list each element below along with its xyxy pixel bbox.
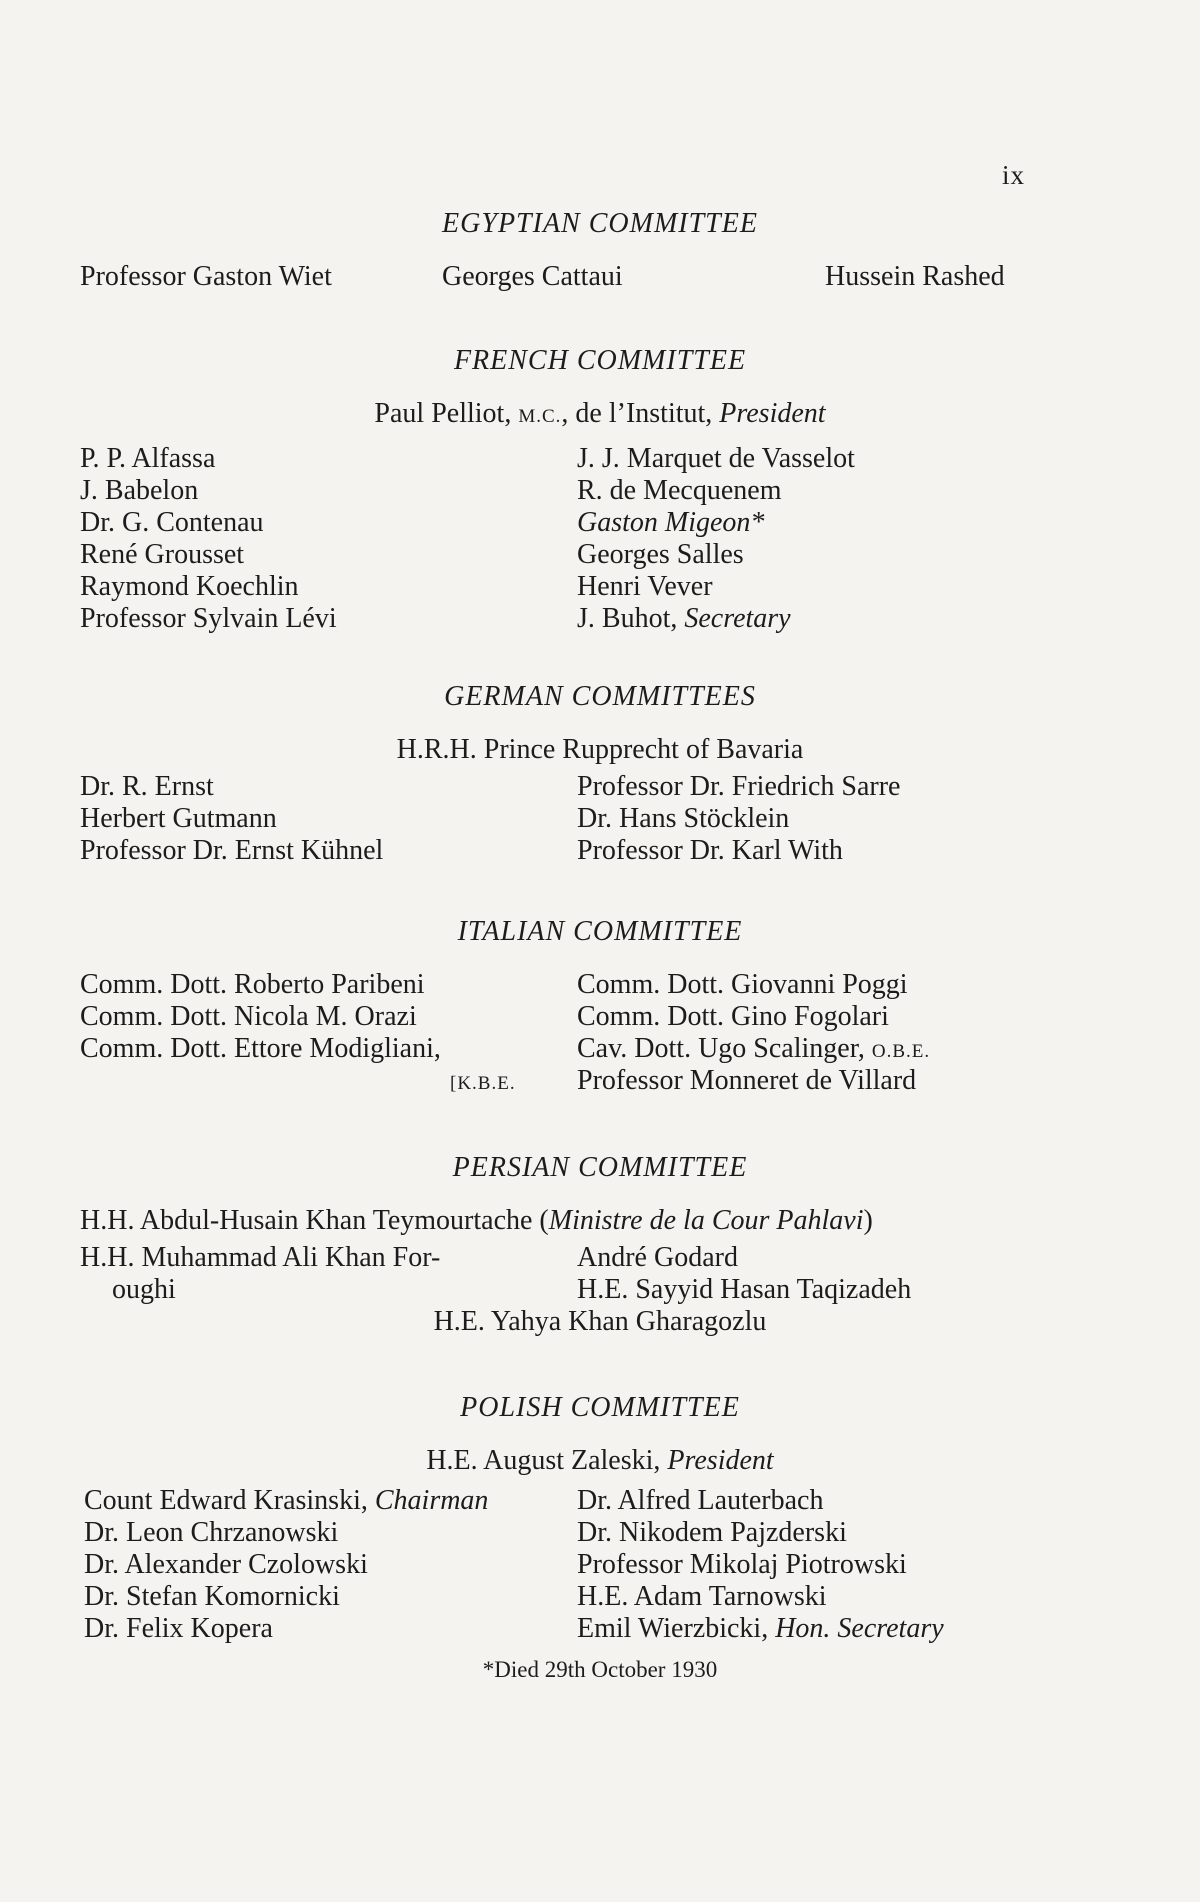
member-name: Comm. Dott. Ettore Modigliani, <box>80 1033 441 1064</box>
member-name: P. P. Alfassa <box>80 443 216 474</box>
scalinger-name: Cav. Dott. Ugo Scalinger, <box>577 1033 872 1064</box>
member-name-scalinger <box>577 1033 930 1065</box>
member-name: Dr. R. Ernst <box>80 771 214 802</box>
member-name: Dr. Stefan Komornicki <box>84 1581 340 1612</box>
secretary-name: J. Buhot, <box>577 603 685 634</box>
member-name: Dr. Hans Stöcklein <box>577 803 790 834</box>
italian-heading: ITALIAN COMMITTEE <box>457 916 743 947</box>
member-name: Dr. Leon Chrzanowski <box>84 1517 339 1548</box>
member-name: Comm. Dott. Nicola M. Orazi <box>80 1001 417 1032</box>
member-name: Comm. Dott. Gino Fogolari <box>577 1001 889 1032</box>
page-number: ix <box>1002 160 1026 190</box>
member-name: Dr. Alfred Lauterbach <box>577 1485 824 1516</box>
kbe-honor: [K.B.E. <box>450 1073 516 1094</box>
egyptian-member: Hussein Rashed <box>825 261 1005 292</box>
polish-chairman <box>84 1485 488 1517</box>
secretary-title: Secretary <box>684 603 791 634</box>
member-name: Herbert Gutmann <box>80 803 277 834</box>
egyptian-member: Professor Gaston Wiet <box>80 261 332 292</box>
chairman-name: Count Edward Krasinski, <box>84 1485 375 1516</box>
german-left-column <box>80 771 383 867</box>
member-name: Raymond Koechlin <box>80 571 299 602</box>
german-heading: GERMAN COMMITTEES <box>444 681 756 712</box>
french-president-institute: , de l’Institut, <box>561 398 720 429</box>
polish-left-column <box>84 1485 488 1645</box>
polish-president <box>0 1445 1200 1477</box>
member-name: Georges Salles <box>577 539 744 570</box>
french-president-title: President <box>719 398 826 429</box>
member-name: Comm. Dott. Roberto Paribeni <box>80 969 425 1000</box>
member-name: René Grousset <box>80 539 245 570</box>
member-name: Dr. G. Contenau <box>80 507 264 538</box>
persian-last-member: H.E. Yahya Khan Gharagozlu <box>433 1306 767 1337</box>
polish-secretary <box>577 1613 944 1645</box>
french-right-column <box>577 443 855 635</box>
polish-right-column <box>577 1485 944 1645</box>
secretary-title: Hon. Secretary <box>775 1613 944 1644</box>
german-right-column <box>577 771 900 867</box>
member-name: Comm. Dott. Giovanni Poggi <box>577 969 908 1000</box>
member-name: Dr. Nikodem Pajzderski <box>577 1517 847 1548</box>
polish-heading: POLISH COMMITTEE <box>460 1392 740 1423</box>
secretary-name: Emil Wierzbicki, <box>577 1613 776 1644</box>
egyptian-member: Georges Cattaui <box>442 261 623 292</box>
french-president-honor: M.C. <box>518 406 562 427</box>
member-name: R. de Mecquenem <box>577 475 782 506</box>
french-left-column <box>80 443 337 635</box>
french-secretary <box>577 603 855 635</box>
persian-heading: PERSIAN COMMITTEE <box>452 1152 748 1183</box>
member-name: J. Babelon <box>80 475 199 506</box>
obe-honor: O.B.E. <box>871 1041 931 1062</box>
member-name: Professor Monneret de Villard <box>577 1065 917 1096</box>
minister-name: H.H. Abdul-Husain Khan Teymourtache ( <box>80 1205 549 1236</box>
persian-minister <box>80 1205 873 1237</box>
member-name: H.E. Sayyid Hasan Taqizadeh <box>577 1274 912 1305</box>
footnote: *Died 29th October 1930 <box>482 1657 718 1682</box>
german-patron: H.R.H. Prince Rupprecht of Bavaria <box>396 734 804 765</box>
member-name: André Godard <box>577 1242 738 1273</box>
member-name: Dr. Alexander Czolowski <box>84 1549 368 1580</box>
member-name: H.E. Adam Tarnowski <box>577 1581 827 1612</box>
member-name-continuation <box>80 1065 516 1097</box>
minister-title-close: ) <box>863 1205 873 1236</box>
member-name: Dr. Felix Kopera <box>84 1613 273 1644</box>
french-heading: FRENCH COMMITTEE <box>453 345 747 376</box>
minister-title: Ministre de la Cour Pahlavi <box>548 1205 864 1236</box>
member-name-deceased: Gaston Migeon* <box>577 507 765 538</box>
french-president-name: Paul Pelliot, <box>374 398 519 429</box>
egyptian-heading: EGYPTIAN COMMITTEE <box>442 208 758 239</box>
member-name: Professor Sylvain Lévi <box>80 603 337 634</box>
member-name: Professor Dr. Ernst Kühnel <box>80 835 384 866</box>
member-name: H.H. Muhammad Ali Khan For- <box>80 1242 441 1273</box>
italian-left-column <box>80 969 516 1097</box>
member-name: Professor Dr. Karl With <box>577 835 843 866</box>
president-name: H.E. August Zaleski, <box>426 1445 668 1476</box>
persian-right-column <box>577 1242 911 1306</box>
french-president <box>0 398 1200 433</box>
member-name: Professor Mikolaj Piotrowski <box>577 1549 907 1580</box>
member-name: Henri Vever <box>577 571 713 602</box>
president-title: President <box>667 1445 774 1476</box>
italian-right-column <box>577 969 930 1097</box>
member-name: Professor Dr. Friedrich Sarre <box>577 771 901 802</box>
chairman-title: Chairman <box>374 1485 489 1516</box>
member-name-continuation: oughi <box>112 1274 176 1305</box>
persian-left-column <box>80 1242 440 1306</box>
member-name: J. J. Marquet de Vasselot <box>577 443 855 474</box>
